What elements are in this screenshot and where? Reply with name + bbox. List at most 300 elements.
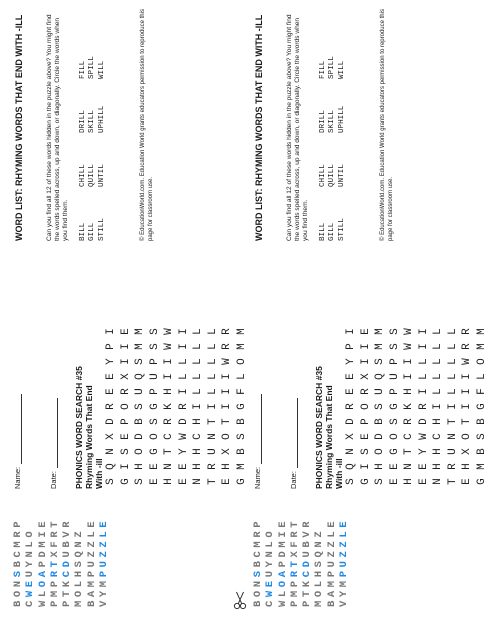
logo-letter: A xyxy=(276,567,289,578)
grid-letter[interactable]: L xyxy=(192,328,205,335)
grid-letter[interactable]: C xyxy=(403,433,416,440)
grid-letter[interactable]: R xyxy=(461,328,474,335)
grid-letter[interactable]: S xyxy=(374,478,387,485)
grid-letter[interactable]: R xyxy=(163,418,176,425)
grid-letter[interactable]: S xyxy=(359,448,372,455)
logo-letter: P xyxy=(85,567,98,578)
grid-letter[interactable]: I xyxy=(119,358,132,365)
grid-letter[interactable]: S xyxy=(134,478,147,485)
grid-letter[interactable]: L xyxy=(432,358,445,365)
grid-letter[interactable]: S xyxy=(374,358,387,365)
grid-letter[interactable]: I xyxy=(359,358,372,365)
grid-letter[interactable]: G xyxy=(475,478,488,485)
grid-letter[interactable]: Y xyxy=(177,448,190,455)
grid-letter[interactable]: H xyxy=(134,463,147,470)
logo-letter: B xyxy=(12,597,24,607)
logo-letter: A xyxy=(85,587,98,598)
grid-letter[interactable]: I xyxy=(105,328,118,335)
word-row xyxy=(78,25,88,241)
grid-letter[interactable]: T xyxy=(446,418,459,425)
grid-letter[interactable]: W xyxy=(163,343,176,350)
grid-letter[interactable]: U xyxy=(446,448,459,455)
grid-letter[interactable]: G xyxy=(475,403,488,410)
grid-letter[interactable]: O xyxy=(374,448,387,455)
logo-letter: L xyxy=(73,577,86,588)
grid-letter[interactable]: X xyxy=(345,433,358,440)
grid-letter[interactable]: U xyxy=(206,448,219,455)
grid-letter[interactable]: I xyxy=(177,328,190,335)
grid-letter[interactable]: N xyxy=(446,433,459,440)
grid-letter[interactable]: E xyxy=(417,478,430,485)
grid-letter[interactable]: W xyxy=(221,358,234,365)
grid-letter[interactable]: H xyxy=(432,463,445,470)
grid-letter[interactable]: L xyxy=(192,358,205,365)
grid-letter[interactable]: P xyxy=(345,343,358,350)
grid-letter[interactable]: E xyxy=(345,388,358,395)
grid-letter[interactable]: W xyxy=(417,433,430,440)
grid-letter[interactable]: I xyxy=(403,373,416,380)
copyright-footer: © EducationWorld.com. Education World grants educators permission to reproduce this page for classroom use. xyxy=(140,9,154,241)
grid-letter[interactable]: K xyxy=(403,403,416,410)
grid-letter[interactable]: L xyxy=(446,373,459,380)
grid-letter[interactable]: U xyxy=(374,388,387,395)
grid-letter[interactable]: R xyxy=(177,403,190,410)
grid-letter[interactable]: H xyxy=(403,388,416,395)
grid-letter[interactable]: I xyxy=(359,463,372,470)
grid-letter[interactable]: H xyxy=(432,418,445,425)
logo-letter: R xyxy=(301,517,314,528)
grid-letter[interactable]: W xyxy=(461,358,474,365)
logo-row xyxy=(301,518,313,607)
grid-letter[interactable]: W xyxy=(403,343,416,350)
grid-letter[interactable]: T xyxy=(221,418,234,425)
grid-letter[interactable]: Y xyxy=(417,448,430,455)
grid-letter[interactable]: O xyxy=(221,433,234,440)
grid-letter[interactable]: F xyxy=(475,388,488,395)
logo-letter: M xyxy=(36,537,49,548)
grid-letter[interactable]: X xyxy=(461,448,474,455)
logo-letter: P xyxy=(288,597,301,607)
grid-letter[interactable]: E xyxy=(345,373,358,380)
grid-letter[interactable]: M xyxy=(374,328,387,335)
grid-letter[interactable]: E xyxy=(177,478,190,485)
grid-letter[interactable]: I xyxy=(446,403,459,410)
grid-letter[interactable]: R xyxy=(206,463,219,470)
grid-letter[interactable]: O xyxy=(148,433,161,440)
logo-letter: B xyxy=(61,537,74,548)
grid-letter[interactable]: O xyxy=(134,448,147,455)
grid-letter[interactable]: S xyxy=(388,343,401,350)
grid-letter[interactable]: R xyxy=(446,463,459,470)
word-item: SKILL xyxy=(328,110,337,133)
logo-letter: M xyxy=(98,577,111,588)
logo-letter: B xyxy=(301,537,314,548)
logo-letter: E xyxy=(325,517,338,528)
grid-letter[interactable]: N xyxy=(192,478,205,485)
grid-letter[interactable]: S xyxy=(148,418,161,425)
grid-letter[interactable]: H xyxy=(461,463,474,470)
grid-row xyxy=(475,324,489,489)
grid-letter[interactable]: N xyxy=(105,448,118,455)
logo-letter: I xyxy=(36,527,49,538)
logo-letter: T xyxy=(48,557,61,568)
grid-letter[interactable]: M xyxy=(235,328,248,335)
grid-letter[interactable]: P xyxy=(359,418,372,425)
grid-letter[interactable]: X xyxy=(359,373,372,380)
grid-letter[interactable]: S xyxy=(475,433,488,440)
grid-letter[interactable]: I xyxy=(345,328,358,335)
logo-letter: B xyxy=(252,557,264,568)
grid-letter[interactable]: U xyxy=(148,373,161,380)
logo-letter: Z xyxy=(338,537,351,548)
grid-letter[interactable]: M xyxy=(475,463,488,470)
grid-letter[interactable]: R xyxy=(105,403,118,410)
logo-letter: Z xyxy=(85,547,98,558)
grid-letter[interactable]: C xyxy=(163,433,176,440)
grid-letter[interactable]: F xyxy=(235,388,248,395)
grid-letter[interactable]: L xyxy=(417,373,430,380)
grid-letter[interactable]: D xyxy=(105,418,118,425)
grid-letter[interactable]: B xyxy=(475,418,488,425)
grid-letter[interactable]: I xyxy=(221,373,234,380)
name-line[interactable] xyxy=(12,394,22,464)
logo-letter: E xyxy=(98,517,111,528)
grid-letter[interactable]: L xyxy=(446,343,459,350)
grid-letter[interactable]: O xyxy=(359,403,372,410)
word-item: SPILL xyxy=(88,56,97,79)
grid-letter[interactable]: Q xyxy=(374,373,387,380)
grid-letter[interactable]: L xyxy=(177,358,190,365)
logo-letter: F xyxy=(288,537,301,548)
word-item: QUILL xyxy=(328,164,337,187)
grid-letter[interactable]: E xyxy=(119,433,132,440)
grid-letter[interactable]: L xyxy=(432,343,445,350)
grid-letter[interactable]: O xyxy=(388,433,401,440)
grid-letter[interactable]: N xyxy=(432,478,445,485)
grid-letter[interactable]: P xyxy=(388,388,401,395)
grid-letter[interactable]: L xyxy=(432,388,445,395)
grid-letter[interactable]: I xyxy=(163,358,176,365)
grid-letter[interactable]: I xyxy=(461,403,474,410)
grid-letter[interactable]: G xyxy=(148,448,161,455)
grid-letter[interactable]: E xyxy=(105,388,118,395)
grid-letter[interactable]: L xyxy=(446,358,459,365)
grid-letter[interactable]: S xyxy=(235,433,248,440)
grid-letter[interactable]: R xyxy=(345,403,358,410)
grid-letter[interactable]: Q xyxy=(105,463,118,470)
logo-letter: S xyxy=(73,557,86,568)
grid-letter[interactable]: I xyxy=(192,403,205,410)
grid-letter[interactable]: L xyxy=(206,343,219,350)
logo-letter: L xyxy=(338,527,351,538)
grid-letter[interactable]: E xyxy=(359,433,372,440)
logo-letter: L xyxy=(24,537,37,548)
grid-letter[interactable]: R xyxy=(417,403,430,410)
word-list-table xyxy=(78,25,107,241)
grid-letter[interactable]: L xyxy=(192,373,205,380)
grid-letter[interactable]: M xyxy=(134,328,147,335)
logo-row xyxy=(86,518,98,607)
grid-letter[interactable]: T xyxy=(206,418,219,425)
grid-letter[interactable]: G xyxy=(388,403,401,410)
grid-letter[interactable]: B xyxy=(134,418,147,425)
grid-letter[interactable]: P xyxy=(148,358,161,365)
logo-letter: C xyxy=(264,597,277,607)
grid-letter[interactable]: G xyxy=(235,478,248,485)
grid-letter[interactable]: O xyxy=(461,433,474,440)
grid-letter[interactable]: E xyxy=(148,478,161,485)
logo-letter: P xyxy=(98,567,111,578)
logo-letter: R xyxy=(48,567,61,578)
grid-letter[interactable]: I xyxy=(163,373,176,380)
grid-letter[interactable]: B xyxy=(475,448,488,455)
grid-letter[interactable]: I xyxy=(403,358,416,365)
word-row xyxy=(97,25,107,241)
grid-letter[interactable]: N xyxy=(206,433,219,440)
grid-letter[interactable]: O xyxy=(235,358,248,365)
grid-letter[interactable]: T xyxy=(446,478,459,485)
grid-letter[interactable]: L xyxy=(475,373,488,380)
grid-row xyxy=(191,324,206,489)
grid-letter[interactable]: N xyxy=(345,448,358,455)
grid-letter[interactable]: E xyxy=(119,328,132,335)
word-item: BILL xyxy=(318,222,327,241)
logo-letter: P xyxy=(288,577,301,588)
grid-letter[interactable]: S xyxy=(148,343,161,350)
grid-letter[interactable]: S xyxy=(134,358,147,365)
grid-letter[interactable]: L xyxy=(206,373,219,380)
grid-letter[interactable]: S xyxy=(345,478,358,485)
word-item: STILL xyxy=(97,218,106,241)
grid-letter[interactable]: W xyxy=(163,328,176,335)
grid-letter[interactable]: Y xyxy=(345,358,358,365)
logo-letter: T xyxy=(61,587,74,598)
grid-letter[interactable]: G xyxy=(235,403,248,410)
word-item: SPILL xyxy=(328,56,337,79)
grid-letter[interactable]: E xyxy=(417,463,430,470)
logo-letter: P xyxy=(276,557,289,568)
grid-letter[interactable]: M xyxy=(134,343,147,350)
word-row xyxy=(318,25,328,241)
grid-letter[interactable]: D xyxy=(374,433,387,440)
word-item: GILL xyxy=(88,222,97,241)
grid-letter[interactable]: L xyxy=(206,328,219,335)
grid-letter[interactable]: H xyxy=(432,448,445,455)
grid-letter[interactable]: I xyxy=(177,343,190,350)
grid-letter[interactable]: I xyxy=(417,328,430,335)
logo-letter: B xyxy=(325,597,338,607)
logo-letter: X xyxy=(48,547,61,558)
grid-letter[interactable]: I xyxy=(432,403,445,410)
grid-letter[interactable]: R xyxy=(119,388,132,395)
logo-letter: S xyxy=(313,557,326,568)
grid-letter[interactable]: W xyxy=(177,433,190,440)
grid-letter[interactable]: S xyxy=(105,478,118,485)
word-row xyxy=(328,25,338,241)
grid-letter[interactable]: L xyxy=(206,358,219,365)
grid-letter[interactable]: X xyxy=(119,373,132,380)
logo-row xyxy=(37,518,49,607)
grid-letter[interactable]: M xyxy=(235,343,248,350)
grid-letter[interactable]: S xyxy=(134,403,147,410)
logo-letter: D xyxy=(61,557,74,568)
grid-letter[interactable]: E xyxy=(461,478,474,485)
logo-letter: C xyxy=(301,567,314,578)
grid-letter[interactable]: U xyxy=(134,388,147,395)
grid-letter[interactable]: S xyxy=(388,418,401,425)
logo-letter: R xyxy=(252,527,264,538)
grid-letter[interactable]: P xyxy=(105,343,118,350)
grid-letter[interactable]: U xyxy=(388,373,401,380)
word-list-title: WORD LIST: RHYMING WORDS THAT END WITH -ILL xyxy=(254,14,264,241)
grid-letter[interactable]: S xyxy=(119,448,132,455)
grid-letter[interactable]: T xyxy=(206,478,219,485)
logo-letter: L xyxy=(98,527,111,538)
date-line[interactable] xyxy=(48,398,58,468)
grid-row xyxy=(220,324,235,489)
logo-letter: E xyxy=(276,517,289,528)
grid-letter[interactable]: H xyxy=(192,418,205,425)
date-label: Date: xyxy=(49,471,58,489)
grid-letter[interactable]: G xyxy=(148,403,161,410)
grid-letter[interactable]: H xyxy=(403,478,416,485)
grid-letter[interactable]: T xyxy=(403,448,416,455)
grid-letter[interactable]: S xyxy=(374,403,387,410)
grid-letter[interactable]: P xyxy=(148,388,161,395)
grid-letter[interactable]: G xyxy=(119,478,132,485)
grid-letter[interactable]: E xyxy=(148,463,161,470)
grid-letter[interactable]: Q xyxy=(345,463,358,470)
grid-letter[interactable]: T xyxy=(163,448,176,455)
grid-letter[interactable]: E xyxy=(177,463,190,470)
grid-letter[interactable]: H xyxy=(192,448,205,455)
grid-letter[interactable]: I xyxy=(177,388,190,395)
name-label: Name: xyxy=(253,466,262,489)
grid-letter[interactable]: L xyxy=(446,328,459,335)
grid-letter[interactable]: I xyxy=(417,343,430,350)
grid-letter[interactable]: H xyxy=(192,463,205,470)
logo-letter: U xyxy=(61,547,74,558)
grid-letter[interactable]: P xyxy=(388,358,401,365)
grid-letter[interactable]: R xyxy=(461,343,474,350)
grid-letter[interactable]: L xyxy=(192,343,205,350)
grid-letter[interactable]: M xyxy=(475,328,488,335)
grid-letter[interactable]: H xyxy=(221,463,234,470)
grid-letter[interactable]: L xyxy=(235,373,248,380)
grid-letter[interactable]: X xyxy=(105,433,118,440)
grid-letter[interactable]: M xyxy=(475,343,488,350)
grid-letter[interactable]: E xyxy=(105,373,118,380)
grid-letter[interactable]: L xyxy=(432,328,445,335)
grid-letter[interactable]: L xyxy=(446,388,459,395)
grid-letter[interactable]: W xyxy=(403,328,416,335)
grid-letter[interactable]: E xyxy=(221,478,234,485)
grid-letter[interactable]: I xyxy=(119,343,132,350)
grid-letter[interactable]: R xyxy=(403,418,416,425)
grid-letter[interactable]: Q xyxy=(134,373,147,380)
grid-letter[interactable]: R xyxy=(221,328,234,335)
logo-letter: U xyxy=(325,557,338,568)
logo-row xyxy=(264,518,276,607)
grid-letter[interactable]: S xyxy=(148,328,161,335)
grid-letter[interactable]: I xyxy=(206,403,219,410)
grid-letter[interactable]: M xyxy=(235,463,248,470)
logo-letter: O xyxy=(252,587,264,598)
grid-letter[interactable]: L xyxy=(432,373,445,380)
grid-letter[interactable]: R xyxy=(359,388,372,395)
grid-letter[interactable]: B xyxy=(374,418,387,425)
grid-letter[interactable]: D xyxy=(345,418,358,425)
grid-row xyxy=(402,324,417,489)
logo-letter: L xyxy=(276,587,289,598)
logo-letter: O xyxy=(73,587,86,598)
grid-letter[interactable]: E xyxy=(388,478,401,485)
grid-letter[interactable]: E xyxy=(388,463,401,470)
word-item: DRILL xyxy=(318,110,327,133)
grid-letter[interactable]: N xyxy=(403,463,416,470)
grid-letter[interactable]: P xyxy=(119,418,132,425)
logo-letter: E xyxy=(264,577,277,588)
grid-letter[interactable]: T xyxy=(461,418,474,425)
grid-letter[interactable]: R xyxy=(221,343,234,350)
grid-letter[interactable]: E xyxy=(359,328,372,335)
grid-letter[interactable]: L xyxy=(177,373,190,380)
grid-letter[interactable]: I xyxy=(417,388,430,395)
grid-letter[interactable]: O xyxy=(119,403,132,410)
grid-letter[interactable]: I xyxy=(221,403,234,410)
date-line[interactable] xyxy=(288,398,298,468)
logo-letter: M xyxy=(252,537,264,548)
name-line[interactable] xyxy=(252,394,262,464)
word-item: FILL xyxy=(318,60,327,79)
grid-letter[interactable]: B xyxy=(235,418,248,425)
grid-letter[interactable]: I xyxy=(461,373,474,380)
grid-letter[interactable]: N xyxy=(163,463,176,470)
grid-letter[interactable]: I xyxy=(221,388,234,395)
grid-letter[interactable]: I xyxy=(359,343,372,350)
grid-letter[interactable]: X xyxy=(221,448,234,455)
grid-letter[interactable]: H xyxy=(163,388,176,395)
logo-letter: B xyxy=(85,597,98,607)
grid-letter[interactable]: H xyxy=(374,463,387,470)
grid-letter[interactable]: D xyxy=(134,433,147,440)
grid-row xyxy=(417,324,432,489)
grid-letter[interactable]: O xyxy=(475,358,488,365)
grid-letter[interactable]: D xyxy=(417,418,430,425)
grid-letter[interactable]: K xyxy=(163,403,176,410)
logo-letter: M xyxy=(313,597,326,607)
grid-letter[interactable]: L xyxy=(192,388,205,395)
grid-letter[interactable]: B xyxy=(235,448,248,455)
logo-letter: W xyxy=(24,587,37,598)
word-item: STILL xyxy=(337,218,346,241)
grid-letter[interactable]: I xyxy=(119,463,132,470)
grid-letter[interactable]: H xyxy=(163,478,176,485)
grid-letter[interactable]: G xyxy=(359,478,372,485)
grid-letter[interactable]: L xyxy=(206,388,219,395)
grid-letter[interactable]: S xyxy=(388,328,401,335)
grid-letter[interactable]: C xyxy=(432,433,445,440)
puzzle-logo xyxy=(12,518,110,607)
grid-letter[interactable]: C xyxy=(192,433,205,440)
grid-letter[interactable]: L xyxy=(417,358,430,365)
grid-letter[interactable]: I xyxy=(461,388,474,395)
grid-letter[interactable]: Y xyxy=(105,358,118,365)
grid-letter[interactable]: M xyxy=(374,343,387,350)
grid-letter[interactable]: G xyxy=(388,448,401,455)
grid-row xyxy=(206,324,221,489)
grid-letter[interactable]: D xyxy=(177,418,190,425)
